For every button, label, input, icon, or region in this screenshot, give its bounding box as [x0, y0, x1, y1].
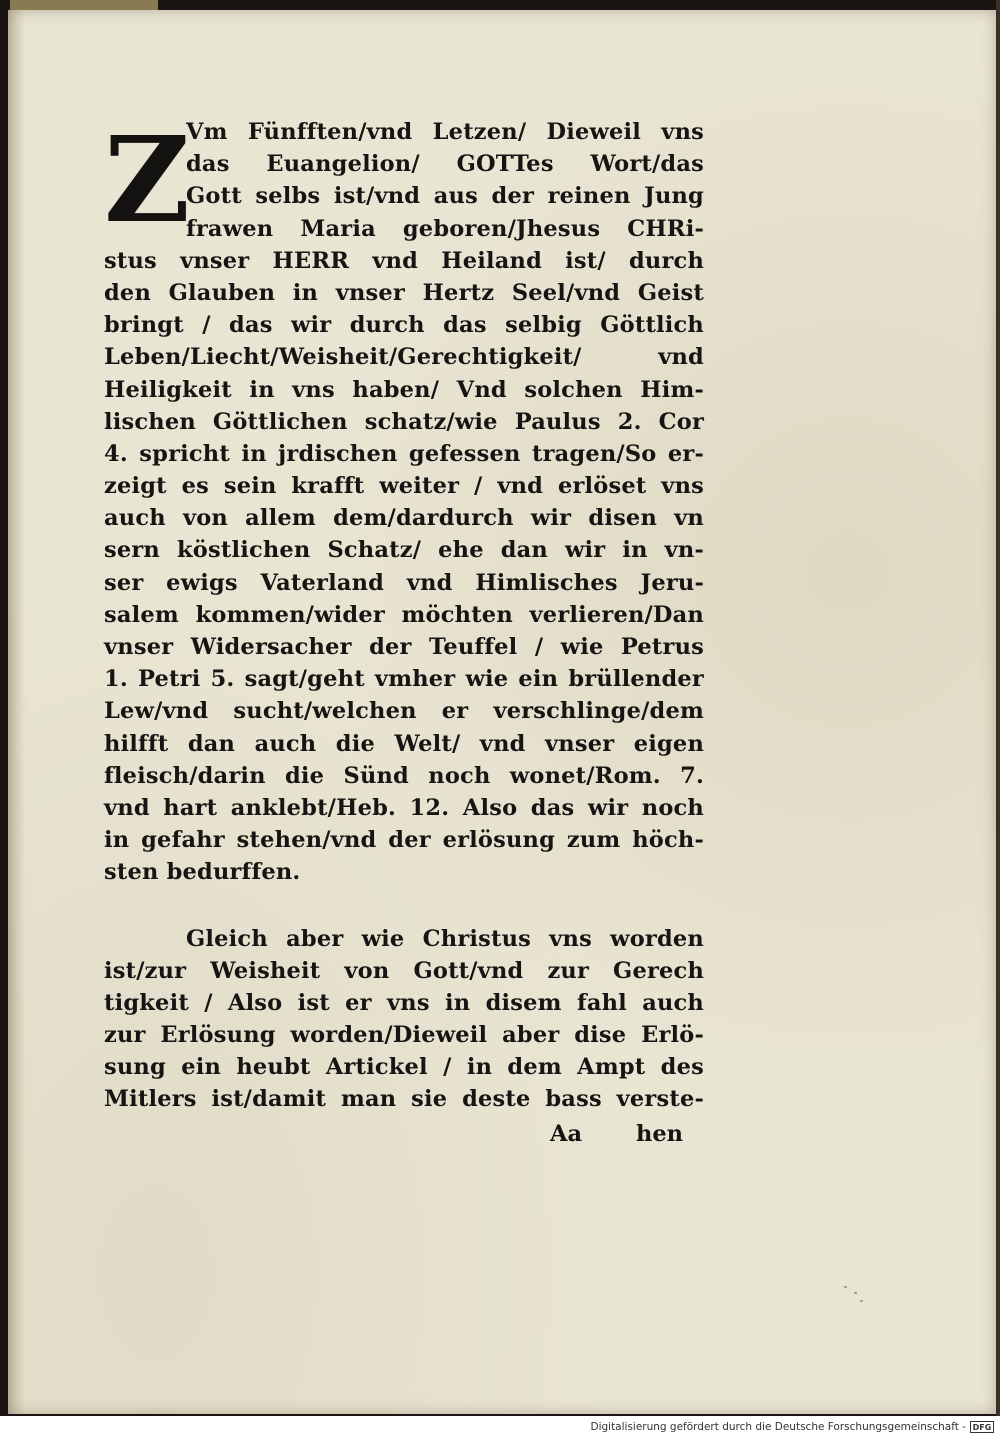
text-line: frawen Maria geboren/Jhesus CHRi-	[186, 215, 704, 242]
text-line: stus vnser HERR vnd Heiland ist/ durch	[104, 247, 704, 274]
text-line: Gleich aber wie Christus vns worden	[186, 925, 704, 952]
paper-speck	[860, 1300, 863, 1302]
text-line: Vm Fünfften/vnd Letzen/ Dieweil vns	[186, 119, 704, 145]
text-line: zeigt es sein krafft weiter / vnd erlöset vns	[104, 473, 704, 500]
text-line: bringt / das wir durch das selbig Göttlich	[104, 312, 704, 339]
page-edge	[996, 0, 1000, 1416]
catchword: hen	[636, 1120, 684, 1147]
paper-speck	[844, 1286, 847, 1288]
drop-cap: Z	[104, 110, 191, 249]
text-line: salem kommen/wider möchten verlieren/Dan	[104, 601, 704, 628]
text-line: ist/zur Weisheit von Gott/vnd zur Gerech	[104, 957, 704, 984]
text-line: sten bedurffen.	[104, 859, 301, 886]
text-line: vnd hart anklebt/Heb. 12. Also das wir noch	[104, 794, 704, 821]
text-line: zur Erlösung worden/Dieweil aber dise Erlö-	[104, 1022, 704, 1049]
text-line: den Glauben in vnser Hertz Seel/vnd Geist	[104, 279, 704, 306]
paragraph-2	[104, 923, 704, 1116]
text-line: lischen Göttlichen schatz/wie Paulus 2. Cor	[104, 408, 704, 435]
paper-speck	[854, 1292, 857, 1294]
text-line: 4. spricht in jrdischen gefessen tragen/So er-	[104, 440, 704, 467]
text-line: Leben/Liecht/Weisheit/Gerechtigkeit/ vnd	[104, 344, 704, 371]
text-line: fleisch/darin die Sünd noch wonet/Rom. 7.	[104, 762, 704, 789]
text-line: Mitlers ist/damit man sie deste bass verste-	[104, 1086, 704, 1113]
text-line: sung ein heubt Artickel / in dem Ampt des	[104, 1054, 704, 1081]
text-line: Gott selbs ist/vnd aus der reinen Jung	[186, 183, 704, 210]
text-line: Heiligkeit in vns haben/ Vnd solchen Him-	[104, 376, 704, 403]
top-edge-tab	[10, 0, 158, 10]
digitization-credit: Digitalisierung gefördert durch die Deutsche Forschungsgemeinschaft -	[590, 1421, 966, 1433]
text-block	[104, 110, 704, 1152]
text-line: ser ewigs Vaterland vnd Himlisches Jeru-	[104, 569, 704, 596]
text-line: hilfft dan auch die Welt/ vnd vnser eigen	[104, 730, 704, 757]
text-line: das Euangelion/ GOTTes Wort/das	[186, 151, 704, 178]
text-line: tigkeit / Also ist er vns in disem fahl auch	[104, 989, 704, 1016]
signature-mark: Aa	[550, 1120, 583, 1147]
text-line: auch von allem dem/dardurch wir disen vn	[104, 505, 704, 532]
text-line: in gefahr stehen/vnd der erlösung zum höch-	[104, 827, 704, 854]
paragraph-1	[104, 110, 704, 889]
page-footer-marks	[104, 1118, 704, 1152]
dfg-logo: DFG	[970, 1421, 994, 1433]
text-line: Lew/vnd sucht/welchen er verschlinge/dem	[104, 698, 704, 725]
text-line: 1. Petri 5. sagt/geht vmher wie ein brüllender	[104, 666, 704, 693]
text-line: vnser Widersacher der Teuffel / wie Petrus	[104, 634, 704, 660]
text-line: sern köstlichen Schatz/ ehe dan wir in vn-	[104, 537, 704, 564]
